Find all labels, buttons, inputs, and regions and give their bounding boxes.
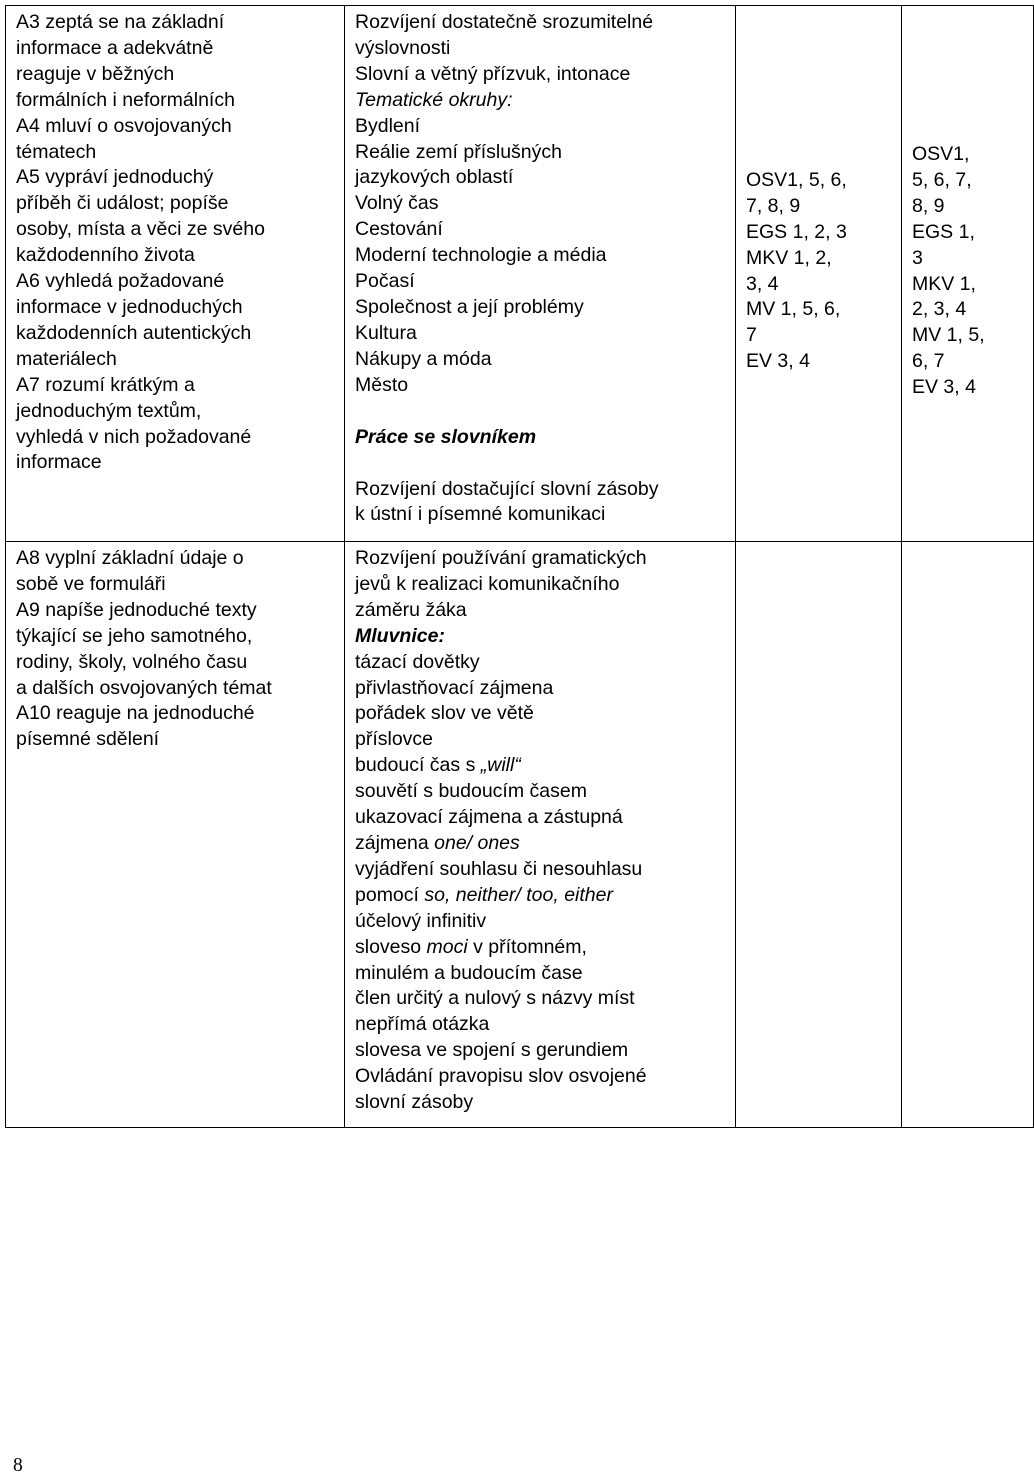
grammar-text: v přítomném, — [467, 935, 587, 958]
grammar-example: „will“ — [480, 754, 521, 777]
theme-line: 7 — [746, 324, 757, 347]
outcome-line: A8 vyplní základní údaje o — [16, 547, 244, 569]
grammar-item: přivlastňovací zájmena — [355, 676, 554, 699]
topic-item: jazykových oblastí — [355, 166, 514, 189]
outcome-line: sobě ve formuláři — [16, 572, 166, 595]
outcome-line: jednoduchým textům, — [16, 399, 202, 422]
outcome-line: osoby, místa a věci ze svého — [16, 218, 265, 241]
curriculum-table — [5, 5, 1034, 1128]
theme-line: EV 3, 4 — [912, 376, 976, 399]
dictionary-heading: Práce se slovníkem — [355, 425, 537, 448]
topics-heading: Tematické okruhy: — [355, 88, 513, 111]
content-line: Rozvíjení používání gramatických — [355, 547, 647, 569]
topic-item: Moderní technologie a média — [355, 244, 607, 267]
grammar-text: budoucí čas s — [355, 754, 481, 777]
grammar-text: zájmena — [355, 831, 435, 854]
outcome-line: vyhledá v nich požadované — [16, 425, 252, 448]
outcome-line: A5 vypráví jednoduchý — [16, 166, 214, 189]
content-cell — [345, 542, 736, 1128]
content-line: Rozvíjení dostatečně srozumitelné — [355, 11, 654, 33]
theme-line: 3, 4 — [746, 272, 779, 295]
outcome-line: každodenních autentických — [16, 321, 252, 344]
topic-item: Cestování — [355, 218, 443, 241]
outcome-line: A9 napíše jednoduché texty — [16, 598, 257, 621]
spacer — [355, 451, 727, 477]
theme-line: 5, 6, 7, — [912, 168, 972, 191]
grammar-item — [355, 753, 727, 779]
grammar-text: pomocí — [355, 883, 425, 906]
grammar-item: příslovce — [355, 728, 434, 751]
topic-item: Reálie zemí příslušných — [355, 140, 562, 163]
outcome-line: A7 rozumí krátkým a — [16, 373, 195, 396]
outcome-line: informace a adekvátně — [16, 36, 214, 59]
outcome-line: A3 zeptá se na základní — [16, 11, 225, 33]
grammar-item: souvětí s budoucím časem — [355, 780, 587, 803]
theme-line: EGS 1, 2, 3 — [746, 220, 847, 243]
cross-themes-cell-2 — [902, 542, 1034, 1128]
content-line: záměru žáka — [355, 598, 467, 621]
theme-line: OSV1, — [912, 142, 970, 165]
outcome-line: týkající se jeho samotného, — [16, 624, 253, 647]
grammar-heading: Mluvnice: — [355, 624, 445, 647]
content-cell — [345, 6, 736, 542]
grammar-example: so, neither/ too, either — [424, 883, 613, 906]
outcome-line: reaguje v běžných — [16, 62, 175, 85]
grammar-item: Ovládání pravopisu slov osvojené — [355, 1065, 647, 1088]
cross-themes-cell-2 — [902, 6, 1034, 542]
grammar-item — [355, 831, 727, 857]
grammar-item: tázací dovětky — [355, 650, 480, 673]
theme-line: MKV 1, — [912, 272, 976, 295]
theme-line: 8, 9 — [912, 194, 945, 217]
outcome-line: a dalších osvojovaných témat — [16, 676, 272, 699]
outcome-line: formálních i neformálních — [16, 88, 235, 111]
grammar-item: vyjádření souhlasu či nesouhlasu — [355, 857, 643, 880]
grammar-item — [355, 935, 727, 961]
outcomes-cell — [6, 542, 345, 1128]
outcome-line: A4 mluví o osvojovaných — [16, 114, 232, 137]
outcome-line: tématech — [16, 140, 97, 163]
grammar-item: minulém a budoucím čase — [355, 961, 583, 984]
content-line: výslovnosti — [355, 36, 451, 59]
content-line: jevů k realizaci komunikačního — [355, 572, 620, 595]
outcome-line: písemné sdělení — [16, 728, 160, 751]
topic-item: Počasí — [355, 270, 415, 293]
cross-themes-cell — [736, 6, 902, 542]
theme-line: OSV1, 5, 6, — [746, 168, 847, 191]
content-line: Slovní a větný přízvuk, intonace — [355, 62, 631, 85]
grammar-example: moci — [426, 935, 468, 958]
topic-item: Společnost a její problémy — [355, 295, 584, 318]
outcome-line: A10 reaguje na jednoduché — [16, 702, 255, 725]
outcome-line: informace v jednoduchých — [16, 295, 243, 318]
outcome-line: příběh či událost; popíše — [16, 192, 229, 215]
spacer — [355, 399, 727, 425]
topic-item: Bydlení — [355, 114, 421, 137]
outcome-line: rodiny, školy, volného času — [16, 650, 248, 673]
theme-line: EV 3, 4 — [746, 350, 810, 373]
table-row — [6, 542, 1034, 1128]
grammar-item — [355, 883, 727, 909]
cross-themes-cell — [736, 542, 902, 1128]
grammar-item: slovní zásoby — [355, 1091, 474, 1114]
table-row — [6, 6, 1034, 542]
outcome-line: informace — [16, 451, 102, 474]
theme-line: 2, 3, 4 — [912, 298, 967, 321]
grammar-example: one/ ones — [434, 831, 520, 854]
grammar-item: člen určitý a nulový s názvy míst — [355, 987, 635, 1010]
theme-line: MKV 1, 2, — [746, 246, 832, 269]
grammar-item: pořádek slov ve větě — [355, 702, 534, 725]
outcome-line: materiálech — [16, 347, 117, 370]
content-line: Rozvíjení dostačující slovní zásoby — [355, 477, 659, 500]
theme-line: MV 1, 5, 6, — [746, 298, 841, 321]
theme-line: EGS 1, — [912, 220, 975, 243]
theme-line: MV 1, 5, — [912, 324, 985, 347]
grammar-item: účelový infinitiv — [355, 909, 487, 932]
topic-item: Město — [355, 373, 409, 396]
content-line: k ústní i písemné komunikaci — [355, 503, 606, 526]
grammar-item: slovesa ve spojení s gerundiem — [355, 1039, 629, 1062]
grammar-item: nepřímá otázka — [355, 1013, 490, 1036]
outcome-line: každodenního života — [16, 244, 195, 267]
topic-item: Nákupy a móda — [355, 347, 492, 370]
grammar-item: ukazovací zájmena a zástupná — [355, 806, 623, 829]
outcome-line: A6 vyhledá požadované — [16, 270, 225, 293]
theme-line: 7, 8, 9 — [746, 194, 801, 217]
outcomes-cell — [6, 6, 345, 542]
grammar-text: sloveso — [355, 935, 427, 958]
theme-line: 6, 7 — [912, 350, 945, 373]
topic-item: Volný čas — [355, 192, 439, 215]
page-number: 8 — [13, 1455, 23, 1476]
topic-item: Kultura — [355, 321, 417, 344]
theme-line: 3 — [912, 246, 923, 269]
